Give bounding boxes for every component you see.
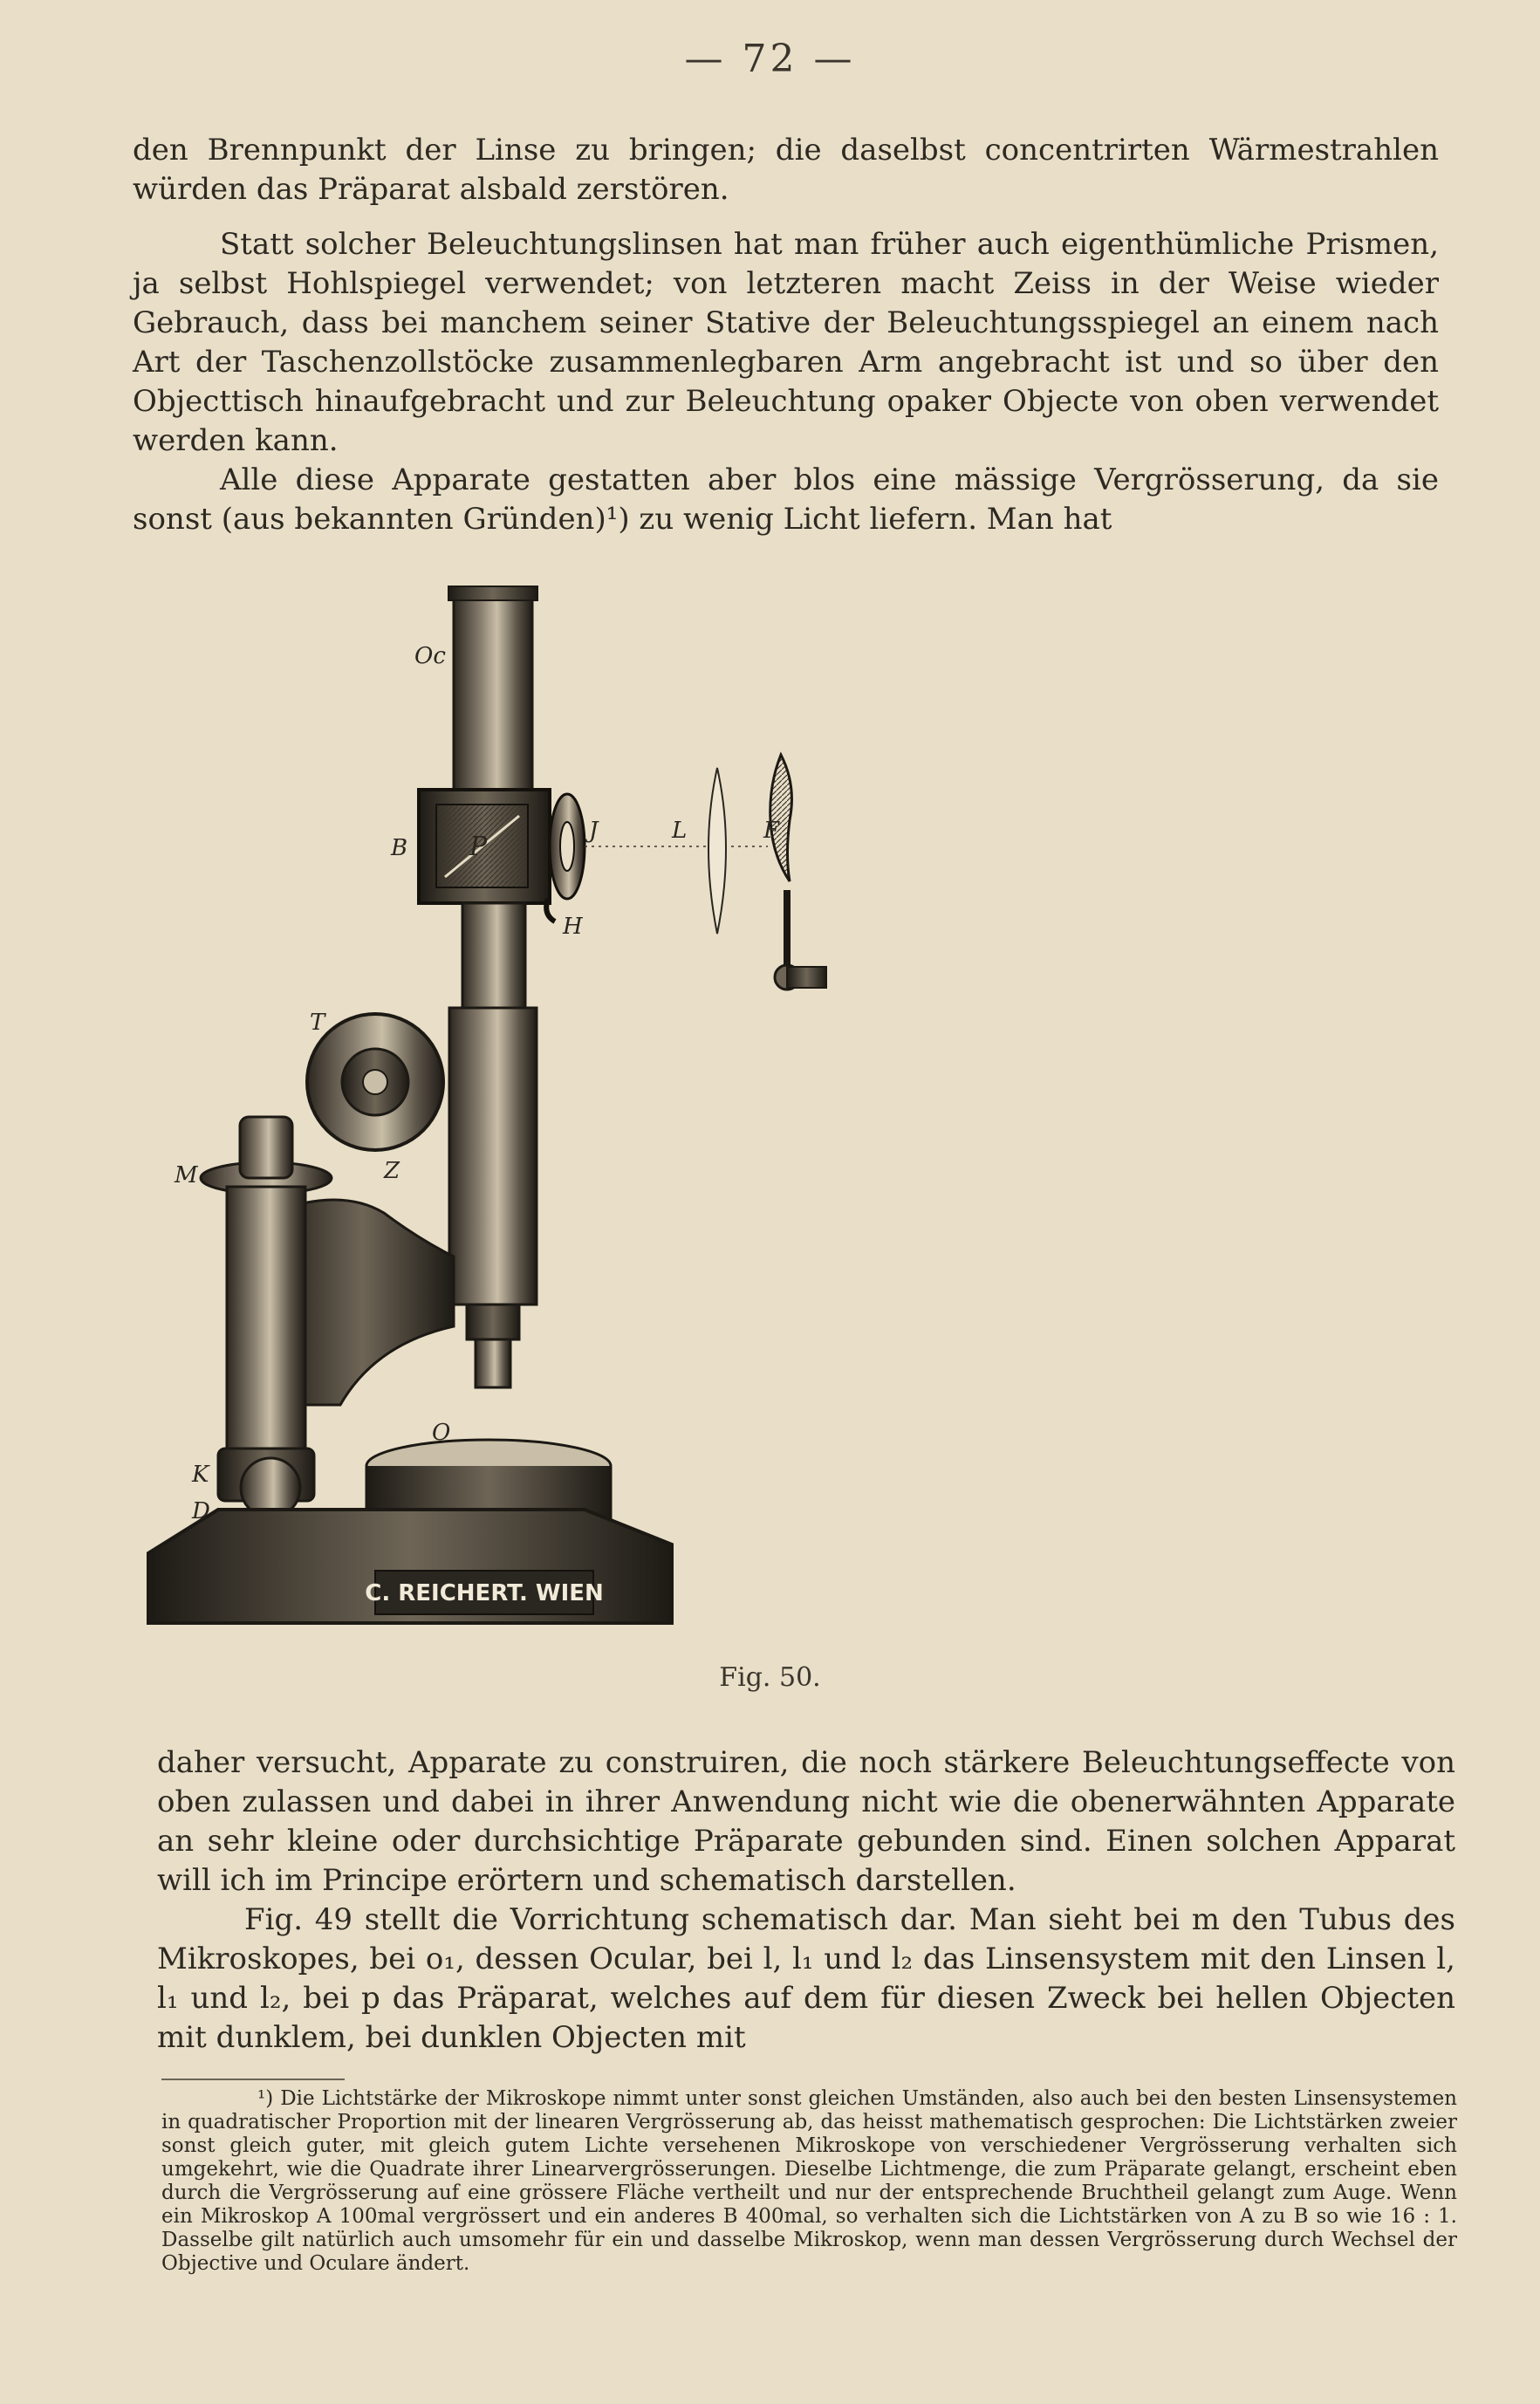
- body-tube: [462, 903, 525, 1008]
- label-p: P: [469, 832, 488, 862]
- lamp-arm: [787, 967, 826, 988]
- paragraph-2: Statt solcher Beleuchtungslinsen hat man früher auch eigenthümliche Prismen, ja selbst Hohlspiegel verwendet; von letzteren macht Zeiss in der Weise wieder Gebrauch, dass bei manchem seiner Stative der Beleuchtungsspiegel an einem nach Art der Taschenzollstöcke zusammenlegbaren Arm angebracht ist und so über den Objecttisch hinaufgebracht und zur Beleuchtung opaker Objecte von oben verwendet werden kann.: [133, 227, 1439, 458]
- label-b: B: [391, 835, 408, 861]
- eyepiece-tube: [454, 593, 532, 794]
- label-l: L: [672, 818, 688, 844]
- label-d: D: [192, 1498, 210, 1524]
- label-t: T: [310, 1010, 325, 1036]
- label-f: F: [763, 818, 780, 844]
- paragraph-4: daher versucht, Apparate zu construiren, die noch stärkere Beleuchtungseffecte von oben zulassen und dabei in ihrer Anwendung nicht wie die obenerwähnten Apparate an sehr kleine oder durchsichtige Präparate gebunden sind. Einen solchen Apparat will ich im Principe erörtern und schematisch darstellen.: [157, 1745, 1455, 1898]
- figure-caption: Fig. 50.: [719, 1662, 821, 1693]
- label-oc: Oc: [414, 643, 446, 669]
- illuminator-opening: [560, 822, 574, 871]
- label-z: Z: [384, 1158, 400, 1184]
- label-k: K: [192, 1462, 209, 1488]
- label-o: O: [432, 1420, 451, 1446]
- objective-collar: [467, 1305, 519, 1339]
- label-m: M: [175, 1162, 198, 1188]
- paragraph-group-top: [133, 225, 1439, 539]
- fine-focus-knob: [240, 1117, 292, 1178]
- footnote-rule: [161, 2079, 345, 2080]
- lower-tube: [449, 1008, 537, 1305]
- footnote: ¹) Die Lichtstärke der Mikroskope nimmt unter sonst gleichen Umständen, also auch bei den besten Linsensystemen in quadratischer Proportion mit der linearen Vergrösserung ab, das heisst mathematisch gesprochen: Die Lichtstärken zweier sonst gleich guter, mit gleich gutem Lichte versehenen Mikroskope von verschiedener Vergrösserung verhalten sich umgekehrt, wie die Quadrate ihrer Linearvergrösserungen. Dieselbe Lichtmenge, die zum Präparate gelangt, erscheint eben durch die Vergrösserung auf eine grössere Fläche vertheilt und nur der entsprechende Bruchtheil gelangt zum Auge. Wenn ein Mikroskop A 100mal vergrössert und ein anderes B 400mal, so verhalten sich die Lichtstärken von A zu B so wie 16 : 1. Dasselbe gilt natürlich auch umsomehr für ein und dasselbe Mikroskop, wenn man dessen Vergrösserung durch Wechsel der Objective und Oculare ändert.: [161, 2087, 1457, 2275]
- page-number: — 72 —: [684, 37, 856, 81]
- objective-lens: [476, 1339, 510, 1387]
- brand-text: C. REICHERT. WIEN: [365, 1580, 604, 1606]
- focus-knob: [363, 1070, 387, 1094]
- microscope-illustration: [175, 576, 1195, 1658]
- condenser-lens: [708, 768, 726, 934]
- paragraph-5: Fig. 49 stellt die Vorrichtung schematisch dar. Man sieht bei m den Tubus des Mikroskopes, bei o₁, dessen Ocular, bei l, l₁ und l₂ das Linsensystem mit den Linsen l, l₁ und l₂, bei p das Präparat, welches auf dem für diesen Zweck bei hellen Objecten mit dunklem, bei dunklen Objecten mit: [157, 1902, 1455, 2055]
- eyepiece-rim: [448, 586, 537, 600]
- paragraph-3: Alle diese Apparate gestatten aber blos eine mässige Vergrösserung, da sie sonst (aus bekannten Gründen)¹) zu wenig Licht liefern. Man hat: [133, 462, 1439, 537]
- label-j: J: [589, 818, 599, 844]
- paragraph-1: den Brennpunkt der Linse zu bringen; die daselbst concentrirten Wärmestrahlen würden das Präparat alsbald zerstören.: [133, 133, 1439, 207]
- pillar: [227, 1187, 305, 1449]
- label-h: H: [563, 914, 583, 940]
- paragraph-group-bottom: [157, 1743, 1455, 2058]
